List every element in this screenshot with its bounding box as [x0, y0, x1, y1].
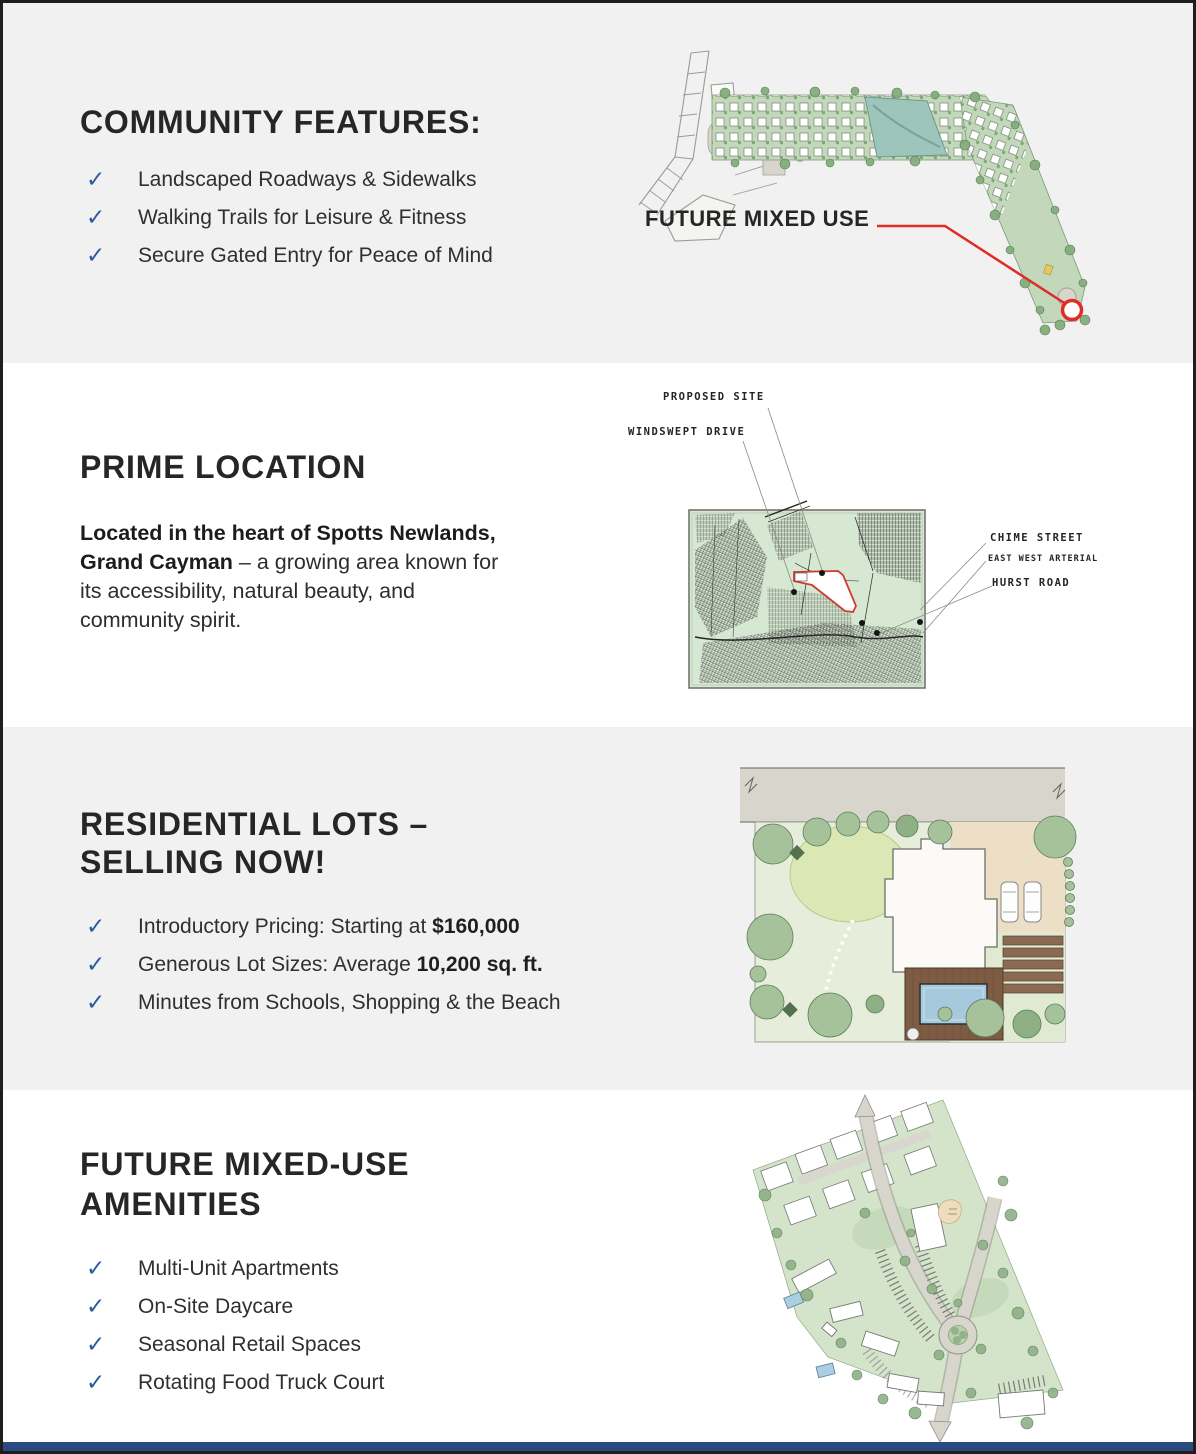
list-item [86, 204, 466, 232]
terrace-steps [1003, 936, 1063, 993]
list-item-label: Secure Gated Entry for Peace of Mind [138, 244, 493, 267]
check-icon: ✓ [86, 1256, 106, 1282]
list-item-label: Multi-Unit Apartments [138, 1257, 339, 1280]
check-icon: ✓ [86, 243, 106, 269]
residential-heading-line1: RESIDENTIAL LOTS – [80, 806, 429, 842]
check-icon: ✓ [86, 1294, 106, 1320]
paragraph-line: community spirit. [80, 608, 242, 632]
list-item [86, 242, 493, 270]
residential-heading-line2: SELLING NOW! [80, 844, 327, 880]
list-item-label: On-Site Daycare [138, 1295, 294, 1318]
list-item-label: Minutes from Schools, Shopping & the Beach [138, 991, 561, 1014]
community-heading: COMMUNITY FEATURES: [80, 104, 482, 140]
lot-band [712, 95, 1003, 160]
hot-tub [907, 1028, 919, 1040]
street [740, 768, 1070, 822]
south-arrow [929, 1421, 951, 1442]
list-item [86, 1293, 293, 1321]
check-icon: ✓ [86, 1370, 106, 1396]
list-item [86, 1255, 339, 1283]
amenities-heading-line1: FUTURE MIXED-USE [80, 1146, 410, 1182]
list-item [86, 166, 477, 194]
list-item-label: Generous Lot Sizes: Average 10,200 sq. ft. [138, 953, 543, 976]
future-mixed-use-callout: FUTURE MIXED USE [645, 206, 870, 231]
callout-target-circle [1063, 301, 1082, 320]
map-label-hurst-road: HURST ROAD [992, 577, 1071, 589]
north-arrow [855, 1095, 875, 1117]
list-item [86, 1369, 384, 1397]
list-item-label: Rotating Food Truck Court [138, 1371, 385, 1394]
list-item-label: Landscaped Roadways & Sidewalks [138, 168, 477, 191]
list-item [86, 913, 520, 941]
roundabout [939, 1316, 977, 1354]
lot-plan-illustration [735, 752, 1115, 1082]
map-label-proposed-site: PROPOSED SITE [663, 391, 765, 403]
list-item-label: Walking Trails for Leisure & Fitness [138, 206, 467, 229]
check-icon: ✓ [86, 167, 106, 193]
paragraph-line: its accessibility, natural beauty, and [80, 579, 416, 603]
list-item [86, 989, 561, 1017]
location-paragraph [80, 519, 498, 635]
check-icon: ✓ [86, 952, 106, 978]
paragraph-line: Grand Cayman – a growing area known for [80, 550, 499, 574]
mixed-use-plan-illustration [715, 1093, 1155, 1442]
location-heading: PRIME LOCATION [80, 449, 367, 485]
playground [938, 1200, 961, 1224]
check-icon: ✓ [86, 1332, 106, 1358]
footer-accent-bar [3, 1442, 1193, 1451]
master-plan-illustration [615, 25, 1185, 355]
list-item [86, 1331, 361, 1359]
map-label-east-west-arterial: EAST WEST ARTERIAL [988, 554, 1099, 564]
amenities-heading-line2: AMENITIES [80, 1186, 262, 1222]
list-item-label: Introductory Pricing: Starting at $160,000 [138, 915, 520, 938]
map-label-windswept-drive: WINDSWEPT DRIVE [628, 426, 746, 438]
paragraph-line: Located in the heart of Spotts Newlands, [80, 521, 496, 545]
list-item [86, 951, 543, 979]
list-item-label: Seasonal Retail Spaces [138, 1333, 361, 1356]
check-icon: ✓ [86, 990, 106, 1016]
check-icon: ✓ [86, 914, 106, 940]
check-icon: ✓ [86, 205, 106, 231]
map-label-chime-street: CHIME STREET [990, 532, 1084, 544]
